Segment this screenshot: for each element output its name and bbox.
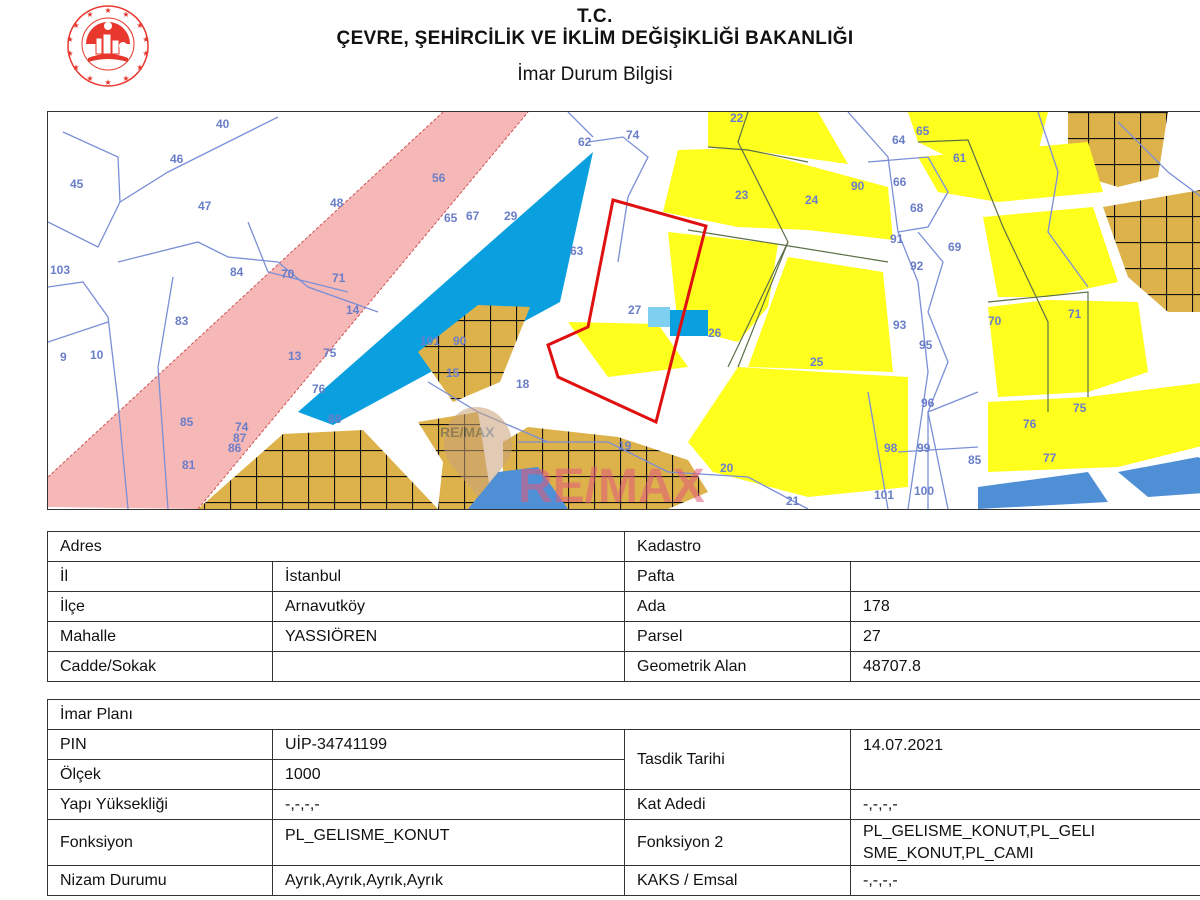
tasdik-label: Tasdik Tarihi [625,730,851,790]
parsel-label: Parsel [625,622,851,652]
table-row [48,592,1200,622]
svg-text:27: 27 [628,303,642,317]
zoning-plan-table [47,699,1200,896]
svg-text:61: 61 [953,151,967,165]
svg-text:★: ★ [122,10,130,19]
svg-text:18: 18 [516,377,530,391]
svg-text:62: 62 [578,135,592,149]
svg-text:46: 46 [170,152,184,166]
svg-text:22: 22 [730,112,744,125]
svg-text:88: 88 [328,412,342,426]
svg-text:87: 87 [233,431,247,445]
nizam-label: Nizam Durumu [48,866,273,896]
mahalle-value: YASSIÖREN [273,622,625,652]
fonksiyon2-value: PL_GELISME_KONUT,PL_GELI SME_KONUT,PL_CAMI [851,820,1200,866]
table-row [48,866,1200,896]
pafta-label: Pafta [625,562,851,592]
svg-text:95: 95 [919,338,933,352]
fonksiyon-value: PL_GELISME_KONUT [273,820,625,866]
svg-text:101: 101 [874,488,895,502]
address-header: Adres [48,532,625,562]
svg-text:26: 26 [708,326,722,340]
svg-text:29: 29 [504,209,518,223]
svg-text:92: 92 [910,259,924,273]
svg-text:74: 74 [235,420,249,434]
cadde-label: Cadde/Sokak [48,652,273,682]
address-cadastre-table [47,531,1200,682]
svg-text:★: ★ [136,21,144,30]
svg-text:24: 24 [805,193,819,207]
il-value: İstanbul [273,562,625,592]
ilce-label: İlçe [48,592,273,622]
svg-text:101: 101 [420,334,441,348]
svg-text:★: ★ [104,78,112,87]
svg-text:91: 91 [890,232,904,246]
svg-text:19: 19 [618,439,632,453]
svg-text:14: 14 [346,303,360,317]
svg-text:67: 67 [466,209,480,223]
cadastre-header: Kadastro [625,532,1200,562]
svg-text:65: 65 [444,211,458,225]
yukseklik-label: Yapı Yüksekliği [48,790,273,820]
tasdik-value: 14.07.2021 [851,730,1200,790]
svg-text:68: 68 [910,201,924,215]
zoning-map[interactable] [47,111,1200,510]
alan-value: 48707.8 [851,652,1200,682]
svg-text:69: 69 [948,240,962,254]
svg-text:★: ★ [66,49,74,58]
svg-text:RE/MAX: RE/MAX [518,460,705,509]
svg-text:★: ★ [86,10,94,19]
nizam-value: Ayrık,Ayrık,Ayrık,Ayrık [273,866,625,896]
svg-text:47: 47 [198,199,212,213]
pafta-value [851,562,1200,592]
svg-text:84: 84 [230,265,244,279]
svg-text:75: 75 [323,346,337,360]
olcek-value: 1000 [273,760,625,790]
svg-text:20: 20 [720,461,734,475]
table-row [48,652,1200,682]
svg-text:56: 56 [432,171,446,185]
svg-text:71: 71 [332,271,346,285]
ilce-value: Arnavutköy [273,592,625,622]
svg-text:90: 90 [453,334,467,348]
svg-text:64: 64 [892,133,906,147]
svg-text:★: ★ [104,6,112,15]
svg-text:75: 75 [1073,401,1087,415]
svg-text:48: 48 [330,196,344,210]
svg-text:40: 40 [216,117,230,131]
svg-text:15: 15 [446,366,460,380]
mahalle-label: Mahalle [48,622,273,652]
olcek-label: Ölçek [48,760,273,790]
svg-text:74: 74 [626,128,640,142]
svg-text:76: 76 [1023,417,1037,431]
kaks-value: -,-,-,- [851,866,1200,896]
table-row [48,820,1200,866]
svg-text:90: 90 [851,179,865,193]
svg-text:★: ★ [136,63,144,72]
svg-text:10: 10 [90,348,104,362]
header-tc: T.C. [577,6,613,27]
svg-text:45: 45 [70,177,84,191]
svg-text:RE/MAX: RE/MAX [440,424,495,440]
fonksiyon-label: Fonksiyon [48,820,273,866]
svg-text:99: 99 [917,441,931,455]
svg-text:96: 96 [921,396,935,410]
svg-text:81: 81 [182,458,196,472]
pin-label: PIN [48,730,273,760]
svg-text:★: ★ [122,74,130,83]
svg-text:13: 13 [288,349,302,363]
cadde-value [273,652,625,682]
svg-text:★: ★ [142,35,150,44]
svg-text:66: 66 [893,175,907,189]
svg-text:103: 103 [50,263,71,277]
alan-label: Geometrik Alan [625,652,851,682]
svg-text:76: 76 [312,382,326,396]
table-row [48,562,1200,592]
parsel-value: 27 [851,622,1200,652]
kaks-label: KAKS / Emsal [625,866,851,896]
ada-value: 178 [851,592,1200,622]
svg-text:65: 65 [916,124,930,138]
kat-label: Kat Adedi [625,790,851,820]
svg-text:★: ★ [72,63,80,72]
svg-text:25: 25 [810,355,824,369]
yukseklik-value: -,-,-,- [273,790,625,820]
svg-text:21: 21 [786,494,800,508]
fonksiyon2-label: Fonksiyon 2 [625,820,851,866]
kat-value: -,-,-,- [851,790,1200,820]
svg-text:98: 98 [884,441,898,455]
ada-label: Ada [625,592,851,622]
svg-text:100: 100 [914,484,935,498]
svg-text:85: 85 [180,415,194,429]
svg-text:70: 70 [281,267,295,281]
table-row [48,790,1200,820]
document-subtitle: İmar Durum Bilgisi [517,64,673,85]
svg-text:23: 23 [735,188,749,202]
ministry-title: ÇEVRE, ŞEHİRCİLİK VE İKLİM DEĞİŞİKLİĞİ BAKANLIĞI [336,28,854,49]
il-label: İl [48,562,273,592]
svg-text:83: 83 [175,314,189,328]
svg-text:77: 77 [1043,451,1057,465]
svg-text:86: 86 [228,441,242,455]
plan-header: İmar Planı [48,700,1200,730]
svg-text:93: 93 [893,318,907,332]
pin-value: UİP-34741199 [273,730,625,760]
svg-text:71: 71 [1068,307,1082,321]
svg-text:70: 70 [988,314,1002,328]
svg-text:9: 9 [60,350,67,364]
svg-text:★: ★ [72,21,80,30]
svg-text:63: 63 [570,244,584,258]
table-row [48,730,1200,760]
svg-text:85: 85 [968,453,982,467]
table-row [48,622,1200,652]
svg-text:★: ★ [86,74,94,83]
svg-text:★: ★ [142,49,150,58]
svg-text:★: ★ [66,35,74,44]
